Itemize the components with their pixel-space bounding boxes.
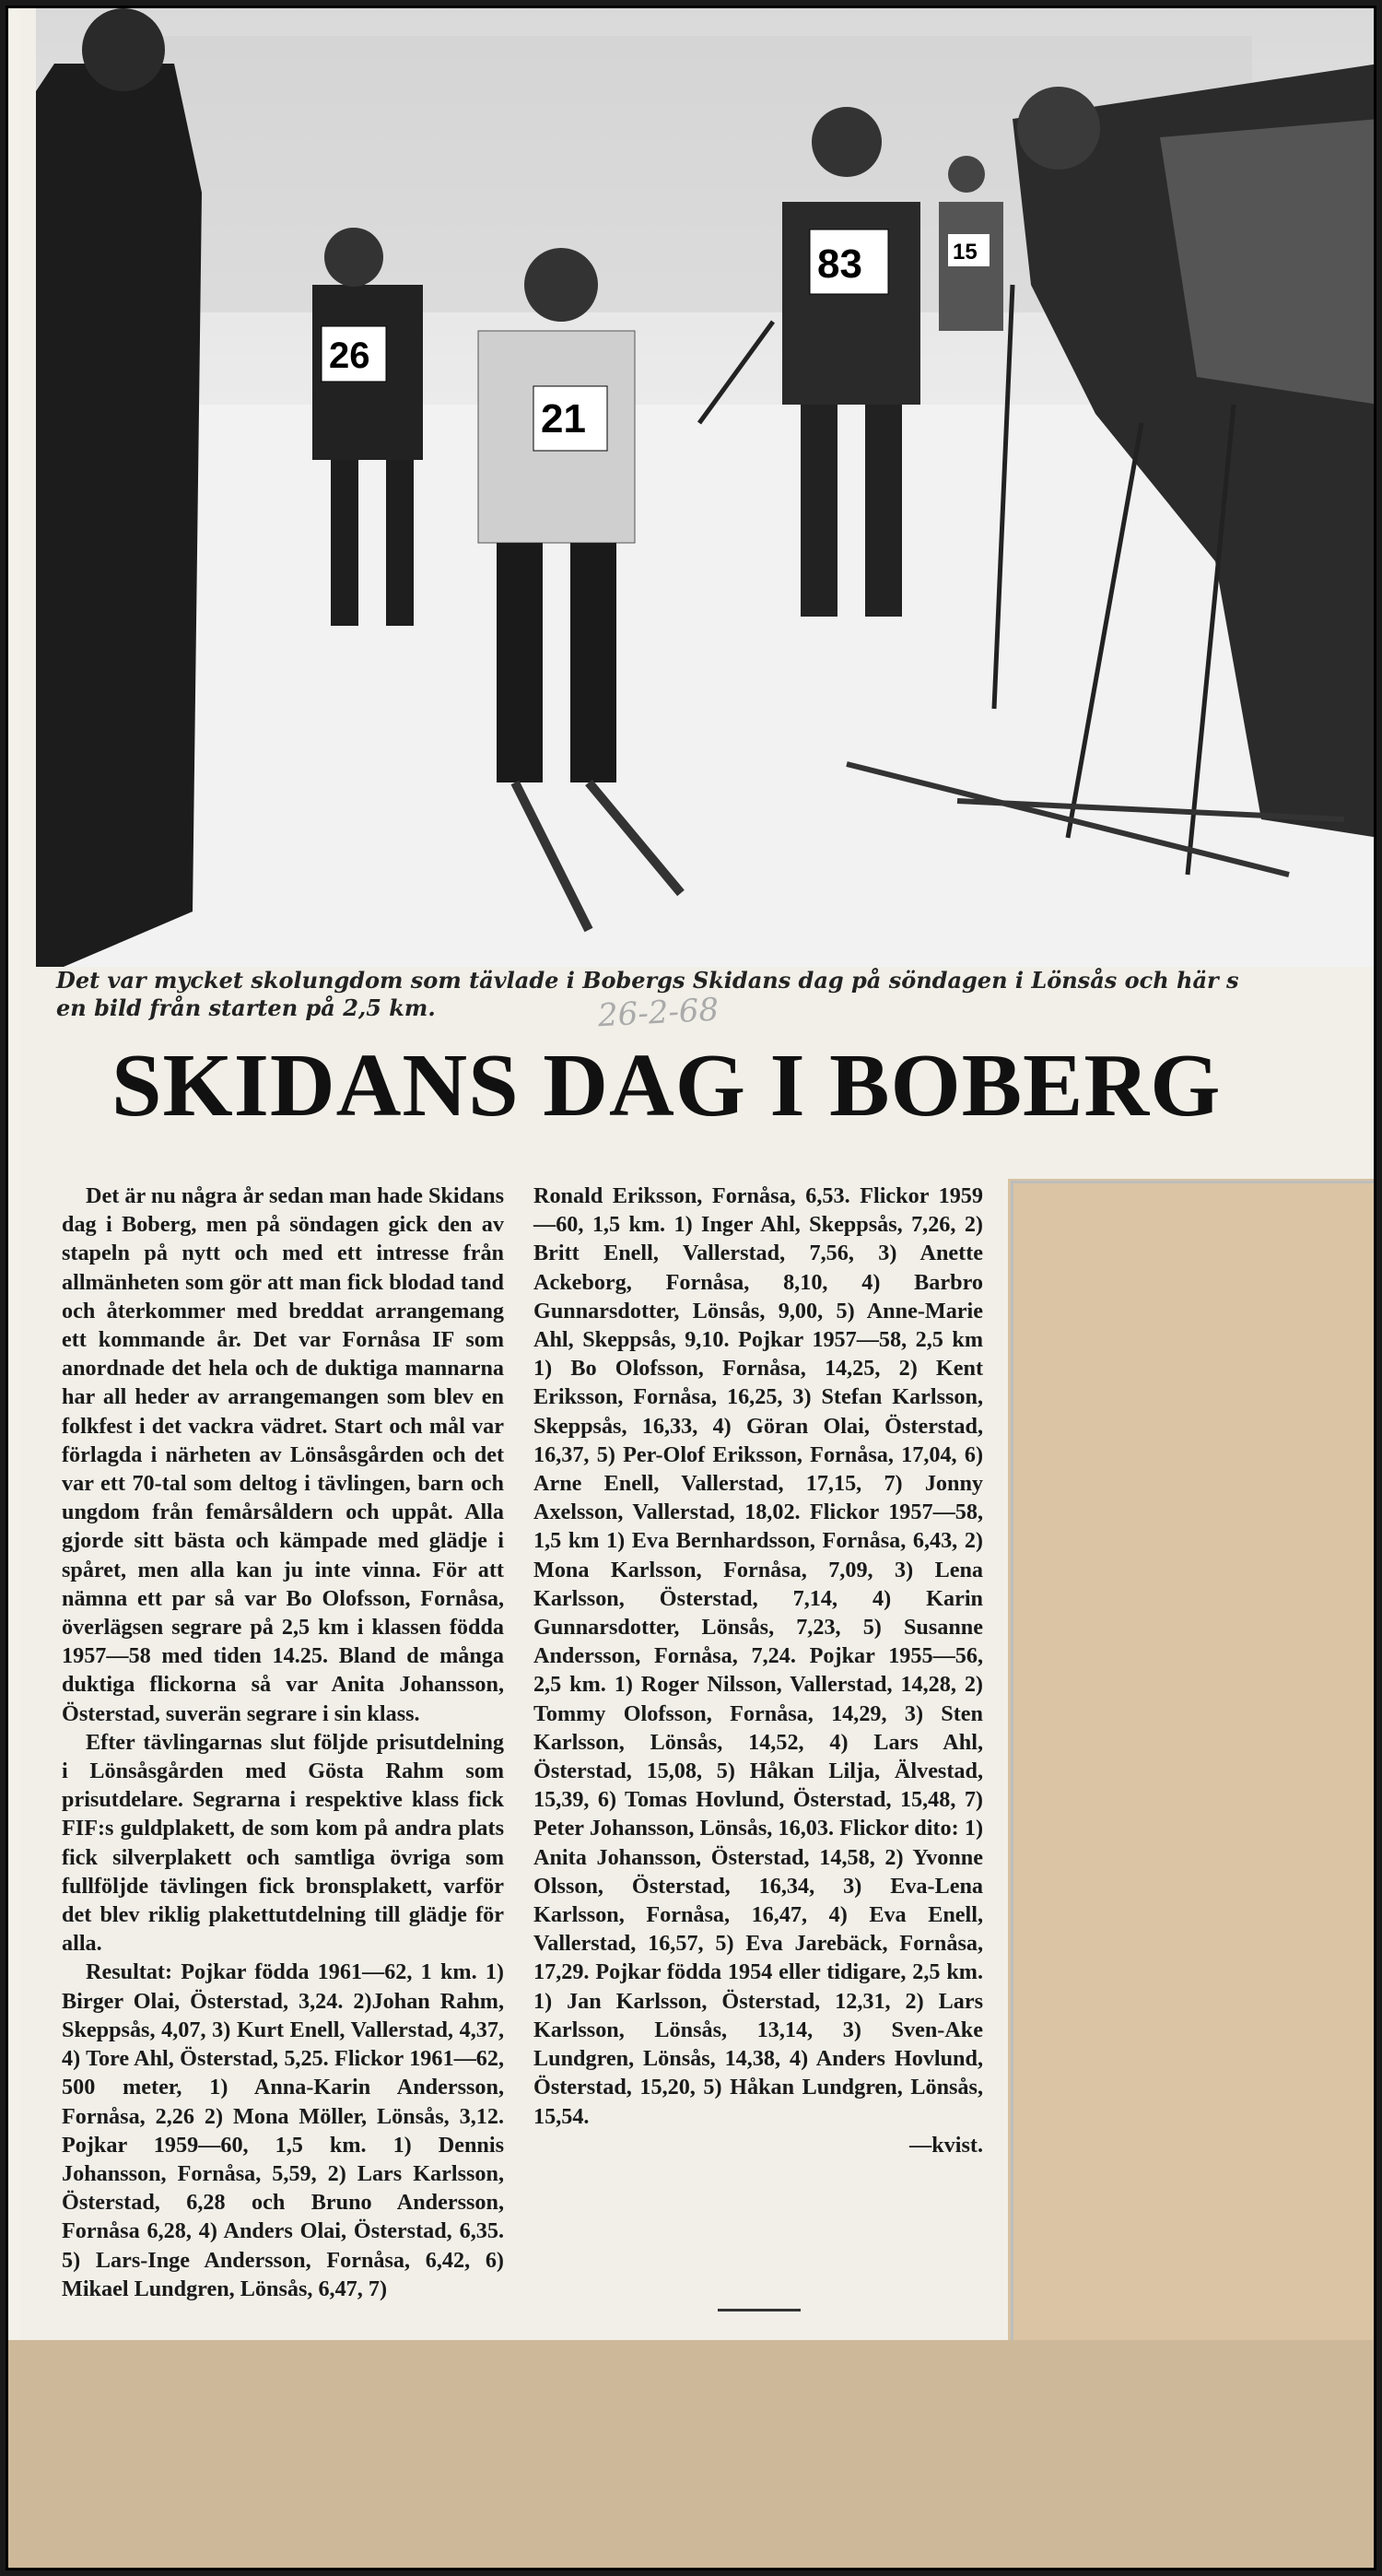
bib-83: 83	[817, 241, 862, 287]
ski-race-photo	[36, 8, 1376, 967]
results-paragraph: Ronald Eriksson, Fornåsa, 6,53. Flickor 1959—60, 1,5 km. 1) Inger Ahl, Skeppsås, 7,26, 2) Britt Enell, Vallerstad, 7,56, 3) Anette Ackeborg, Fornåsa, 8,10, 4) Barbro Gunnarsdotter, Lönsås, 9,00, 5) Anne-Marie Ahl, Skeppsås, 9,10. Pojkar 1957—58, 2,5 km 1) Bo Olofsson, Fornåsa, 14,25, 2) Kent Eriksson, Fornåsa, 16,25, 3) Stefan Karlsson, Skeppsås, 16,33, 4) Göran Olai, Österstad, 16,37, 5) Per-Olof Eriksson, Fornåsa, 17,04, 6) Arne Enell, Vallerstad, 17,15, 7) Jonny Axelsson, Vallerstad, 18,02. Flickor 1957—58, 1,5 km 1) Eva Bernhardsson, Fornåsa, 6,43, 2) Mona Karlsson, Fornåsa, 7,09, 3) Lena Karlsson, Österstad, 7,14, 4) Karin Gunnarsdotter, Lönsås, 7,23, 5) Susanne Andersson, Fornåsa, 7,24. Pojkar 1955—56, 2,5 km. 1) Roger Nilsson, Vallerstad, 14,28, 2) Tommy Olofsson, Fornåsa, 14,29, 3) Sten Karlsson, Lönsås, 14,52, 4) Lars Ahl, Österstad, 15,08, 5) Håkan Lilja, Älvestad, 15,39, 6) Tomas Hovlund, Österstad, 15,48, 7) Peter Johansson, Lönsås, 16,03. Flickor dito: 1) Anita Johansson, Österstad, 14,58, 2) Yvonne Olsson, Österstad, 16,34, 3) Eva-Lena Karlsson, Fornåsa, 16,47, 4) Eva Enell, Vallerstad, 16,57, 5) Eva Jarebäck, Fornåsa, 17,29. Pojkar födda 1954 eller tidigare, 2,5 km. 1) Jan Karlsson, Österstad, 12,31, 2) Lars Karlsson, Lönsås, 13,14, 3) Sven-Ake Lundgren, Lönsås, 14,38, 4) Anders Hovlund, Österstad, 15,20, 5) Håkan Lundgren, Lönsås, 15,54.	[533, 1183, 983, 2129]
caption-line-1: Det var mycket skolungdom som tävlade i Bobergs Skidans dag på söndagen i Lönsås och här s	[56, 967, 1239, 994]
handwritten-date: 26-2-68	[597, 991, 720, 1035]
article-column-left	[62, 1182, 504, 2303]
body-paragraph: Det är nu några år sedan man hade Skidans dag i Boberg, men på söndagen gick den av stapeln på nytt och med ett intresse från allmänheten som gör att man fick blodad tand och återkommer med breddat arrangemang ett kommande år. Det var Fornåsa IF som anordnade det hela och de duktiga mannarna har all heder av arrangemangen som blev en folkfest i det vackra vädret. Start och mål var förlagda i närheten av Lönsåsgården och det var ett 70-tal som deltog i tävlingen, barn och ungdom från femårsåldern och uppåt. Alla gjorde sitt bästa och kämpade med glädje i spåret, men alla kan ju inte vinna. För att nämna ett par så var Bo Olofsson, Fornåsa, överlägsen segrare på 2,5 km i klassen födda 1957—58 med tiden 14.25. Bland de många duktiga flickorna så var Anita Johansson, Österstad, suverän segrare i sin klass.	[62, 1183, 504, 1726]
scan-page	[6, 6, 1376, 2570]
author-signature: —kvist.	[909, 2132, 983, 2158]
results-paragraph: Resultat: Pojkar födda 1961—62, 1 km. 1) Birger Olai, Österstad, 3,24. 2)Johan Rahm, Skeppsås, 4,07, 3) Kurt Enell, Vallerstad, 4,37, 4) Tore Ahl, Österstad, 5,25. Flickor 1961—62, 500 meter, 1) Anna-Karin Andersson, Fornåsa, 2,26 2) Mona Möller, Lönsås, 3,12. Pojkar 1959—60, 1,5 km. 1) Dennis Johansson, Fornåsa, 5,59, 2) Lars Karlsson, Österstad, 6,28 och Bruno Andersson, Fornåsa 6,28, 4) Anders Olai, Österstad, 6,35. 5) Lars-Inge Andersson, Fornåsa, 6,42, 6) Mikael Lundgren, Lönsås, 6,47, 7)	[62, 1959, 504, 2301]
cardboard-backing-bottom	[8, 2340, 1376, 2570]
article-headline: SKIDANS DAG I BOBERG	[111, 1036, 1222, 1135]
bib-26: 26	[329, 335, 370, 376]
body-paragraph: Efter tävlingarnas slut följde prisutdelning i Lönsåsgården med Gösta Rahm som prisutdelare. Segrarna i respektive klass fick FIF:s guldplakett, de som kom på andra plats fick silverplakett och samtliga övriga som fullföljde tävlingen fick bronsplakett, varför det blev riklig plakettutdelning till glädje för alla.	[62, 1729, 504, 1957]
bib-21: 21	[541, 396, 586, 441]
bib-15: 15	[953, 240, 978, 265]
caption-line-2: en bild från starten på 2,5 km.	[56, 994, 436, 1021]
article-column-right	[533, 1182, 983, 2159]
end-rule	[718, 2309, 801, 2311]
empty-backing-panel	[1011, 1181, 1376, 2375]
